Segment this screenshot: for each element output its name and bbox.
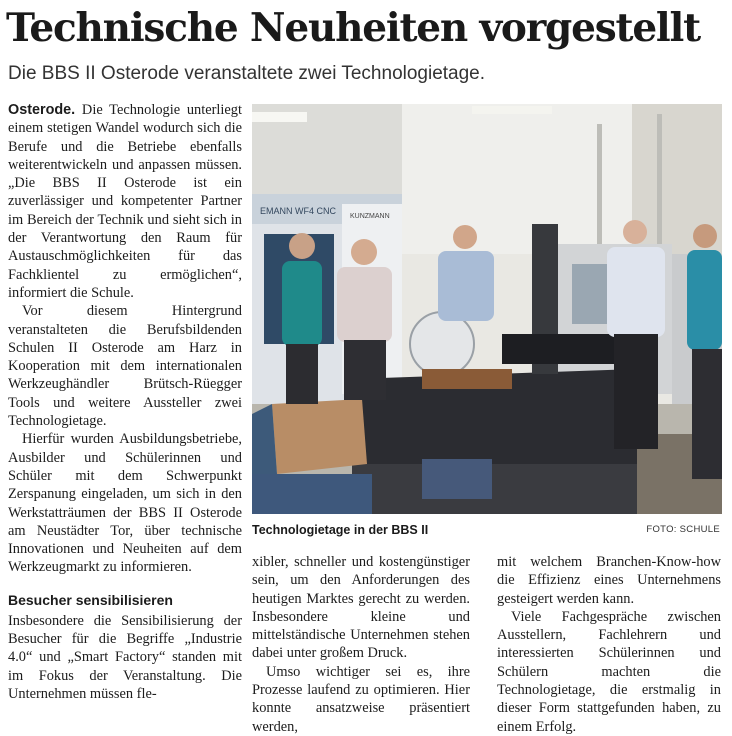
section-heading: Besucher sensibilisieren — [8, 591, 173, 608]
paragraph-5: xibler, schneller und kostengünstiger sein, um den Anforderungen des heutigen Marktes gerecht zu werden. Insbesondere kleine und mittelständische Unternehmen stehen dabei unter großem Druck. — [252, 554, 470, 662]
article-column-1 — [8, 101, 242, 703]
article-column-2 — [252, 553, 470, 736]
subheadline: Die BBS II Osterode veranstaltete zwei Technologietage. — [8, 63, 486, 84]
paragraph-8: Viele Fachgespräche zwischen Ausstellern, Fachlehrern und interessierten Schülerinnen und Schülern machten die Technologietage, die erstmalig in dieser Form stattgefunden haben, zu einem Erfolg. — [497, 608, 721, 735]
paragraph-4: Insbesondere die Sensibilisierung der Besucher für die Begriffe „Industrie 4.0“ und „Smart Factory“ standen mit im Fokus der Veranstaltung. Die Unternehmen müssen fle- — [8, 612, 242, 702]
photo-caption: Technologietage in der BBS II — [252, 523, 429, 537]
photo-illustration — [252, 104, 722, 514]
article-photo — [252, 104, 722, 514]
headline: Technische Neuheiten vorgestellt — [6, 5, 700, 51]
photo-credit: FOTO: SCHULE — [646, 524, 720, 535]
paragraph-2: Vor diesem Hintergrund veranstalteten die Berufsbildenden Schulen II Osterode am Harz in Kooperation mit dem internationalen Werkzeughändler Brütsch-Rüegger Tools und weitere Aussteller zwei Technologietage. — [8, 303, 242, 430]
paragraph-3: Hierfür wurden Ausbildungsbetriebe, Ausbilder und Schülerinnen und Schüler mit dem Schwerpunkt Zerspanung eingeladen, um sich in den Werkstatträumen der BBS II Osterode am Neustädter Tor, über technische Innovationen und Neuheiten auf dem Werkzeugmarkt zu informieren. — [8, 431, 242, 576]
paragraph-1-text: Die Technologie unterliegt einem stetigen Wandel wodurch sich die Berufe und die Betriebe ebenfalls weiterentwickeln und anpassen müssen. „Die BBS II Osterode ist ein zuverlässiger und kompetenter Partner im Bereich der Technik und sieht sich in der Verantwortung den Raum für Austauschmöglichkeiten für das Fachklientel zu ermöglichen“, informiert die Schule. — [8, 102, 242, 301]
paragraph-1 — [8, 101, 242, 302]
article-column-3 — [497, 553, 721, 736]
paragraph-6: Umso wichtiger sei es, ihre Prozesse laufend zu optimieren. Hier konnte ansatzweise präsentiert werden, — [252, 663, 470, 735]
dateline: Osterode. — [8, 102, 76, 118]
machine-label-2: KUNZMANN — [350, 213, 390, 220]
machine-label-1: EMANN WF4 CNC — [260, 206, 336, 216]
paragraph-7: mit welchem Branchen-Know-how die Effizienz eines Unternehmens gesteigert werden kann. — [497, 554, 721, 607]
